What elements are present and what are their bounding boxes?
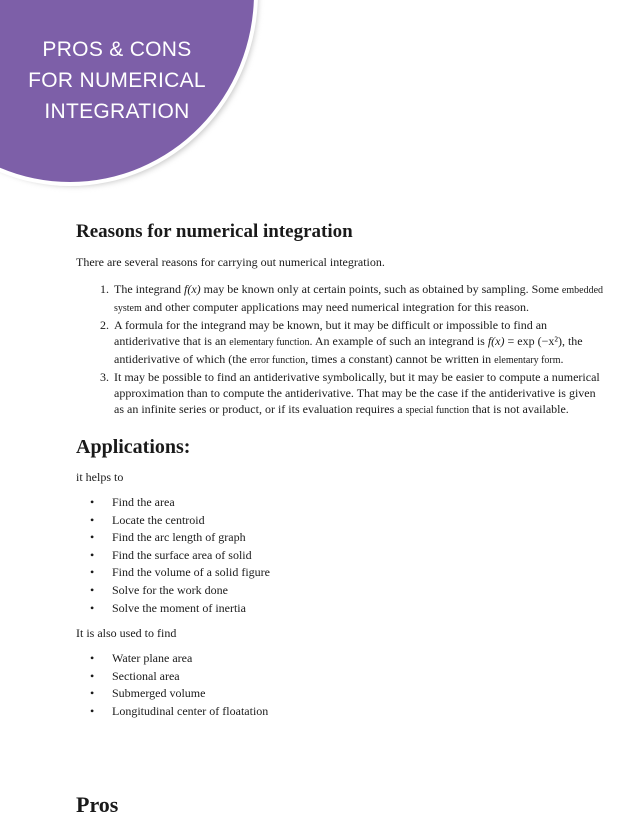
banner-title-line-2: FOR NUMERICAL xyxy=(28,69,206,92)
reason-1-math: f(x) xyxy=(183,282,201,296)
list-item-text: Find the area xyxy=(112,495,175,509)
reason-2-text-d: , times a constant) cannot be written in xyxy=(305,352,495,366)
reason-3-text-b: that is not available. xyxy=(469,402,569,416)
reason-2-link-error-function[interactable]: error function xyxy=(249,355,306,366)
reason-1-text-c: and other computer applications may need numerical integration for this reason. xyxy=(141,300,529,314)
reason-2-link-elementary-form[interactable]: elementary form xyxy=(494,355,561,366)
applications-intro: it helps to xyxy=(76,470,124,484)
reason-2-text-c: = exp (−x²), the antiderivative of which (the xyxy=(114,334,583,366)
list-item-text: Submerged volume xyxy=(112,686,206,701)
list-item xyxy=(90,494,606,512)
list-item-text: Solve the moment of inertia xyxy=(112,600,246,615)
reasons-list xyxy=(76,281,606,419)
list-item xyxy=(90,650,606,668)
list-item xyxy=(90,600,606,618)
list-item-text: Find the surface area of solid xyxy=(112,547,252,562)
applications-list xyxy=(76,494,606,617)
list-item-text: Water plane area xyxy=(112,651,193,666)
also-used-intro: It is also used to find xyxy=(76,626,177,641)
reason-2-text-a: A formula for the integrand may be known, but it may be difficult or impossible to find an antiderivative that is an xyxy=(114,318,548,348)
list-item-text: Sectional area xyxy=(112,668,180,683)
bullet-icon: • xyxy=(90,547,95,562)
reason-item-2 xyxy=(112,317,606,369)
section-heading-applications: Applications: xyxy=(76,436,191,458)
list-item-text: Find the arc length of graph xyxy=(112,530,246,545)
bullet-icon: • xyxy=(90,495,95,509)
banner-title xyxy=(18,34,216,127)
list-item xyxy=(90,529,606,547)
list-item xyxy=(90,512,606,530)
reason-2-text-e: . xyxy=(560,352,564,366)
banner-title-line-1: PROS & CONS xyxy=(42,38,192,61)
bullet-icon: • xyxy=(90,686,95,701)
list-item xyxy=(90,685,606,703)
bullet-icon: • xyxy=(90,565,95,580)
section-heading-reasons: Reasons for numerical integration xyxy=(76,221,353,242)
list-item-text: Solve for the work done xyxy=(112,582,228,597)
reason-2-math: f(x) xyxy=(487,334,505,348)
reason-3-link-special-function[interactable]: special function xyxy=(405,405,470,416)
reason-1-link-embedded-system[interactable]: embedded system xyxy=(114,285,604,314)
list-item xyxy=(90,547,606,565)
banner-title-line-3: INTEGRATION xyxy=(44,100,190,123)
bullet-icon: • xyxy=(90,703,95,718)
list-item xyxy=(90,564,606,582)
reason-item-3 xyxy=(112,369,606,419)
reason-item-1 xyxy=(112,281,606,317)
bullet-icon: • xyxy=(90,600,95,615)
reason-3-text-a: It may be possible to find an antiderivative symbolically, but it may be easier to compute a numerical approximation than to compute the antiderivative. That may be the case if the antiderivative is given as an infinite series or product, or if its evaluation requires a xyxy=(114,370,600,416)
bullet-icon: • xyxy=(90,512,95,527)
reason-2-link-elementary-function[interactable]: elementary function xyxy=(229,337,310,348)
list-item xyxy=(90,582,606,600)
section-heading-pros: Pros xyxy=(76,792,119,817)
bullet-icon: • xyxy=(90,651,95,666)
reason-2-text-b: . An example of such an integrand is xyxy=(309,334,488,348)
bullet-icon: • xyxy=(90,668,95,683)
reason-1-text-a: The integrand xyxy=(114,282,184,296)
reason-1-text-b: may be known only at certain points, such as obtained by sampling. Some xyxy=(200,282,562,296)
list-item-text: Locate the centroid xyxy=(112,512,205,527)
document-body xyxy=(76,218,606,721)
list-item xyxy=(90,668,606,686)
bullet-icon: • xyxy=(90,530,95,545)
reasons-intro: There are several reasons for carrying out numerical integration. xyxy=(76,255,385,269)
also-used-list xyxy=(76,650,606,720)
list-item-text: Longitudinal center of floatation xyxy=(112,703,269,718)
list-item-text: Find the volume of a solid figure xyxy=(112,565,270,580)
bullet-icon: • xyxy=(90,582,95,597)
list-item xyxy=(90,703,606,721)
